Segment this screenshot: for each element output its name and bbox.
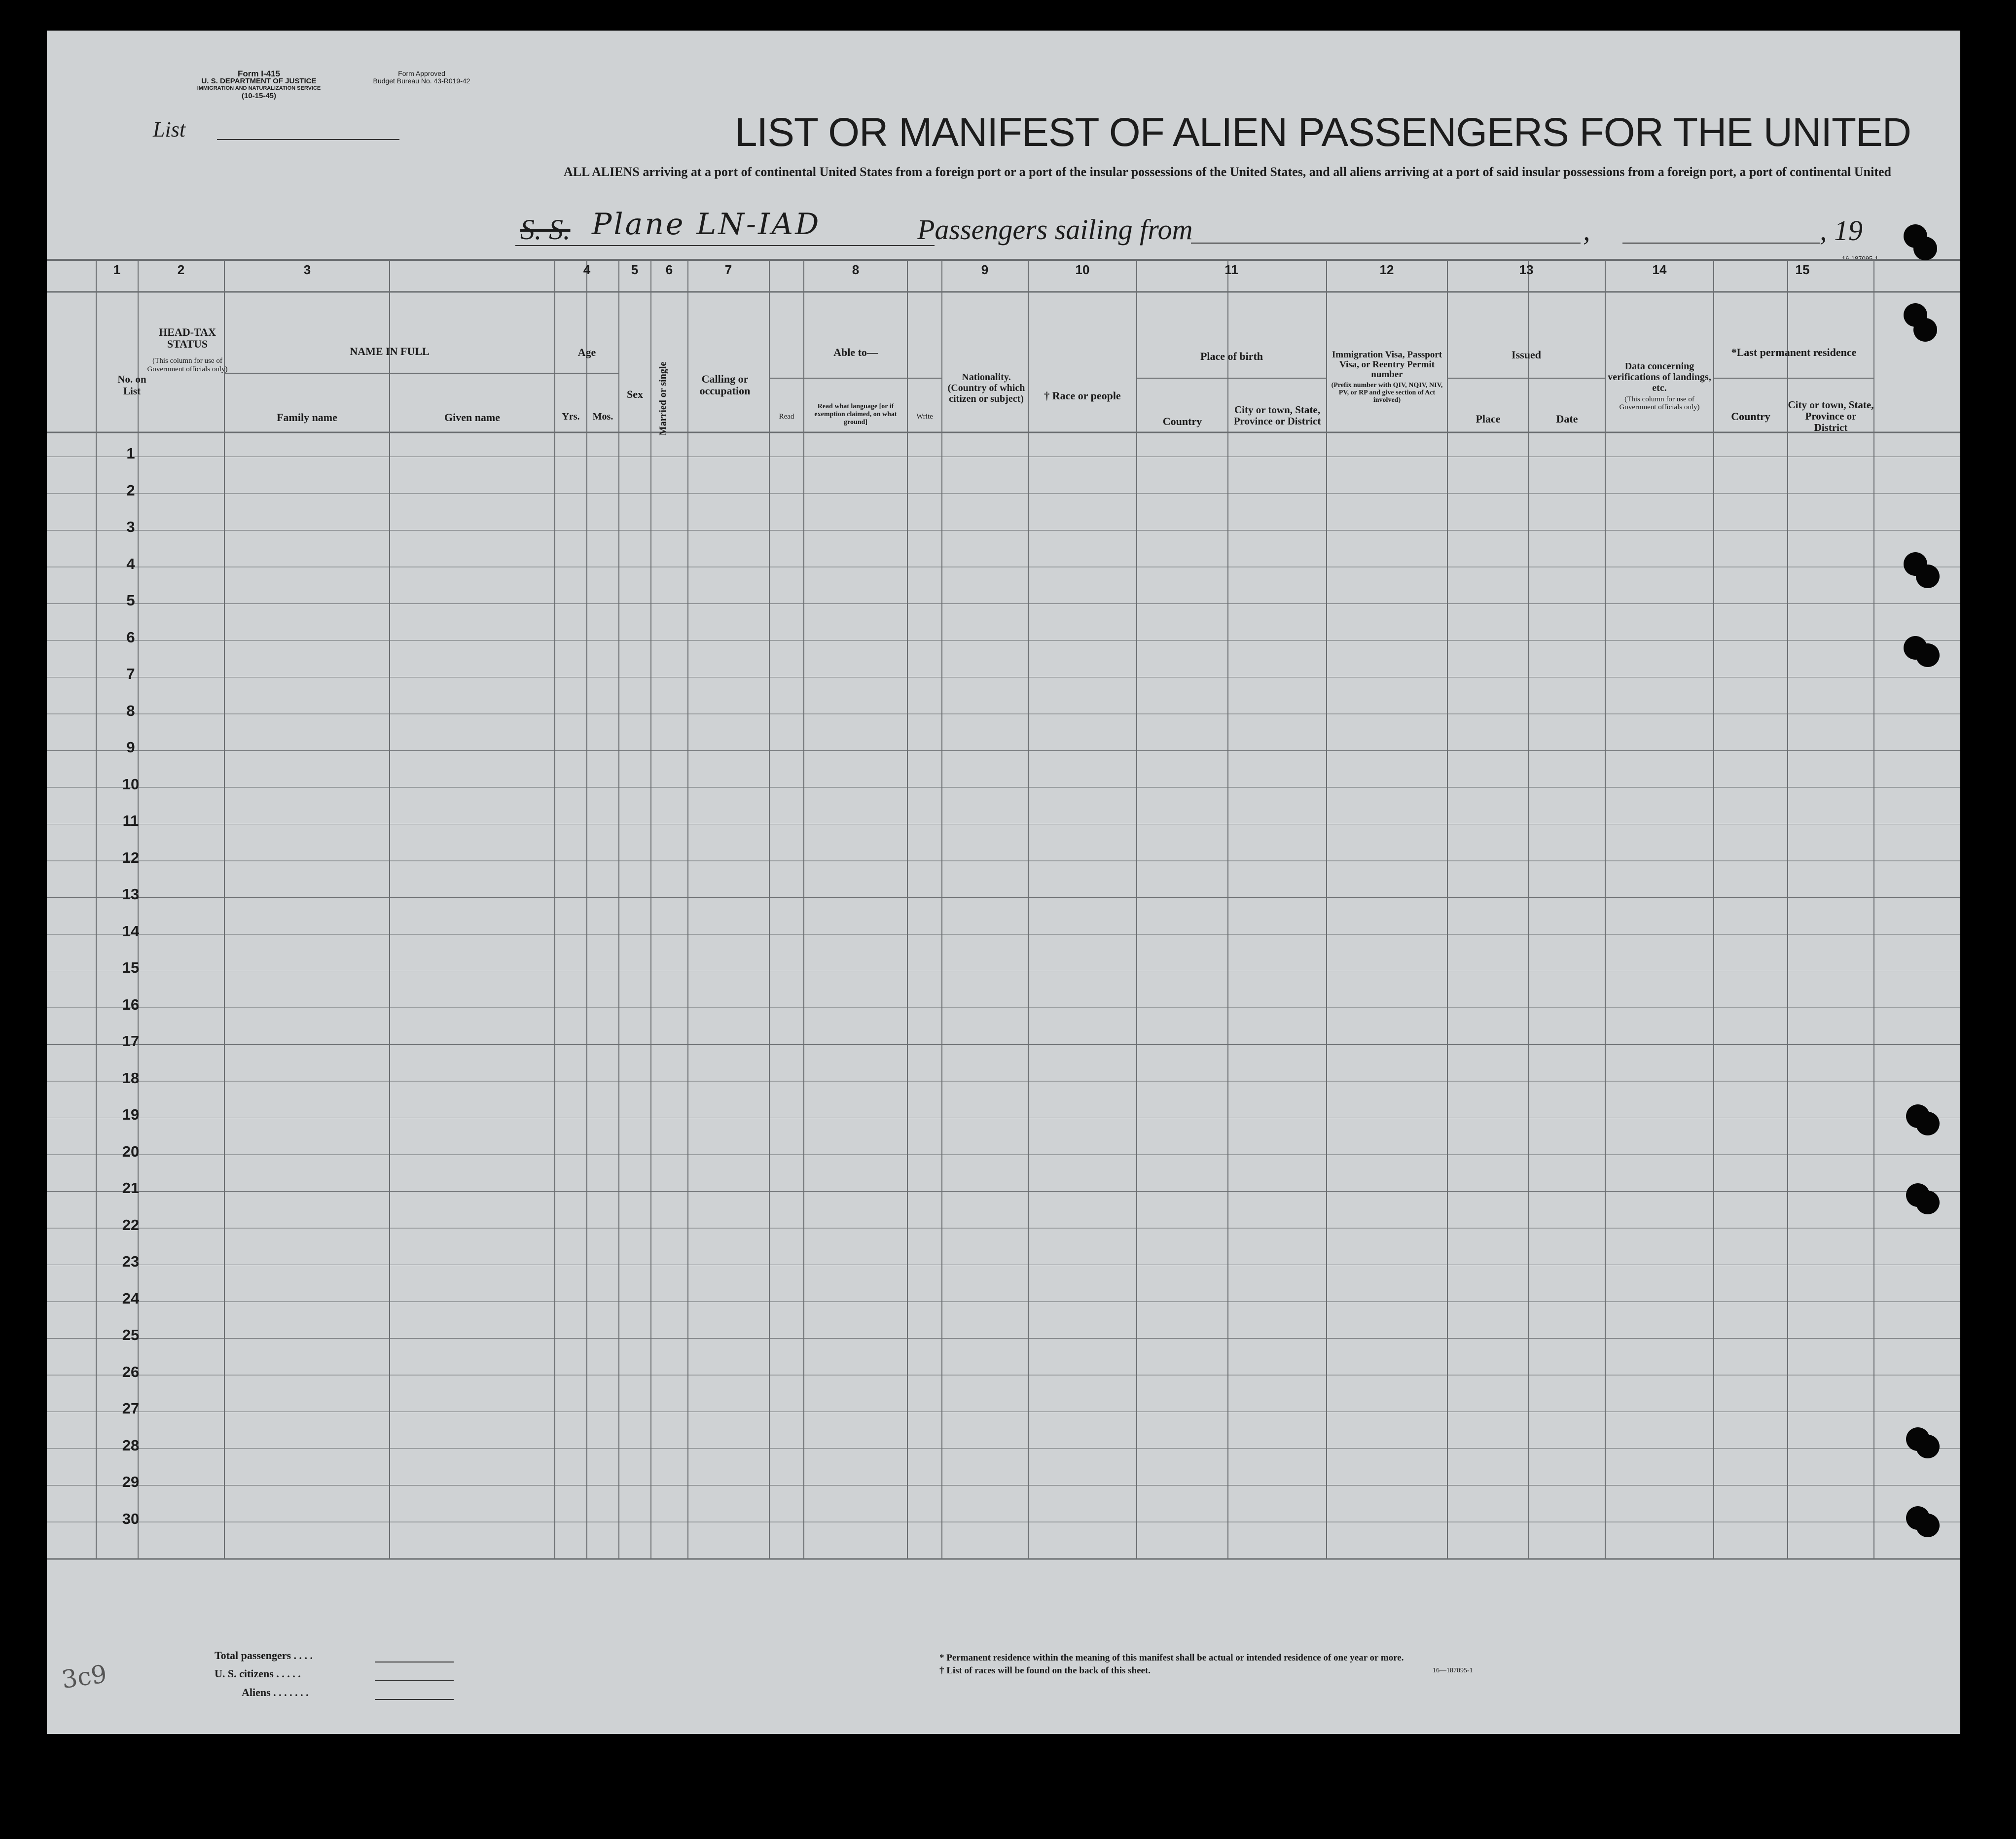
column-number: 7 xyxy=(724,262,732,277)
row-number: 8 xyxy=(126,702,135,719)
column-number: 10 xyxy=(1075,262,1090,277)
row-number: 9 xyxy=(126,739,135,756)
row-number: 24 xyxy=(122,1289,140,1307)
row-number: 2 xyxy=(126,481,135,499)
margin-handwritten-note: 3c9 xyxy=(60,1659,109,1695)
visa-title: Immigration Visa, Passport Visa, or Reentry Permit number xyxy=(1332,350,1442,380)
row-number: 23 xyxy=(122,1253,140,1270)
header-birth-city: City or town, State, Province or District xyxy=(1233,404,1321,427)
footnote-code: 16—187095-1 xyxy=(1433,1667,1473,1674)
us-citizens-field[interactable] xyxy=(375,1680,454,1681)
column-number: 13 xyxy=(1519,262,1534,277)
print-code: 16-187095-1 xyxy=(1842,255,1878,262)
binder-hole xyxy=(1916,1112,1940,1135)
header-age-years: Yrs. xyxy=(562,411,580,422)
header-last-residence: *Last permanent residence xyxy=(1731,346,1857,358)
head-tax-title: HEAD-TAX STATUS xyxy=(159,326,216,350)
binder-hole xyxy=(1916,565,1940,588)
column-number: 4 xyxy=(583,262,591,277)
column-number: 1 xyxy=(113,262,121,277)
header-able-to: Able to— xyxy=(833,346,878,358)
column-number: 8 xyxy=(852,262,860,277)
binder-hole xyxy=(1913,318,1937,342)
header-read-language: Read what language [or if exemption claimed, on what ground] xyxy=(814,403,897,426)
budget-number: Budget Bureau No. 43-R019-42 xyxy=(373,77,470,85)
header-birth-country: Country xyxy=(1162,415,1202,427)
sailing-from-label: Passengers sailing from xyxy=(917,213,1193,246)
service-name: IMMIGRATION AND NATURALIZATION SERVICE xyxy=(197,85,321,91)
header-calling-occupation: Calling or occupation xyxy=(699,373,751,397)
row-number: 5 xyxy=(126,592,135,609)
visa-note: (Prefix number with QIV, NQIV, NIV, PV, or RP and give section of Act involved) xyxy=(1331,382,1443,404)
header-verifications xyxy=(1605,361,1714,411)
row-number: 27 xyxy=(122,1400,140,1417)
row-number: 29 xyxy=(122,1473,140,1490)
department-name: U. S. DEPARTMENT OF JUSTICE xyxy=(201,77,317,85)
row-number: 19 xyxy=(122,1106,140,1123)
row-number: 22 xyxy=(122,1216,140,1234)
row-number: 6 xyxy=(126,628,135,646)
header-head-tax-status xyxy=(141,326,234,374)
row-number: 7 xyxy=(126,665,135,682)
row-number: 1 xyxy=(126,445,135,462)
header-issued: Issued xyxy=(1512,349,1541,361)
footnote-list-of-races: † List of races will be found on the back of this sheet. xyxy=(939,1665,1151,1676)
us-citizens-label: U. S. citizens . . . . . xyxy=(215,1667,301,1680)
column-number: 9 xyxy=(981,262,989,277)
verifications-note: (This column for use of Government officials only) xyxy=(1619,395,1700,411)
header-given-name: Given name xyxy=(444,411,501,424)
total-passengers-label: Total passengers . . . . xyxy=(215,1649,313,1662)
verifications-title: Data concerning verifications of landings, etc. xyxy=(1608,361,1711,393)
binder-hole xyxy=(1916,1435,1940,1458)
column-number: 3 xyxy=(303,262,311,277)
header-age: Age xyxy=(577,346,596,358)
header-visa-number xyxy=(1327,350,1447,404)
aliens-label: Aliens . . . . . . . xyxy=(242,1686,309,1698)
binder-hole xyxy=(1916,1191,1940,1214)
row-number: 3 xyxy=(126,518,135,535)
header-age-months: Mos. xyxy=(592,411,613,422)
header-married-or-single: Married or single xyxy=(657,361,669,436)
header-issued-date: Date xyxy=(1556,413,1578,425)
row-number: 13 xyxy=(122,885,140,903)
row-number: 11 xyxy=(122,812,139,829)
manifest-table-grid xyxy=(47,31,1960,1734)
binder-hole xyxy=(1913,237,1937,260)
header-write: Write xyxy=(916,413,933,421)
form-date-code: (10-15-45) xyxy=(241,92,277,100)
year-label: , 19 xyxy=(1820,214,1863,247)
row-number: 15 xyxy=(122,959,140,976)
row-number: 10 xyxy=(122,775,140,793)
header-nationality: Nationality. (Country of which citizen or subject) xyxy=(947,372,1025,404)
binder-hole xyxy=(1916,1514,1940,1537)
row-number: 21 xyxy=(122,1179,140,1197)
row-number: 25 xyxy=(122,1326,140,1344)
header-residence-country: Country xyxy=(1731,410,1770,423)
header-name-in-full: NAME IN FULL xyxy=(350,345,430,357)
page-title: LIST OR MANIFEST OF ALIEN PASSENGERS FOR THE UNITED xyxy=(734,110,1911,155)
row-number: 18 xyxy=(122,1069,140,1087)
vessel-name-handwritten: Plane LN-IAD xyxy=(592,207,821,242)
row-number: 20 xyxy=(122,1142,140,1160)
approved-label: Form Approved xyxy=(398,70,445,77)
column-number: 12 xyxy=(1379,262,1394,277)
row-number: 4 xyxy=(126,555,135,572)
header-read: Read xyxy=(779,413,794,421)
form-number: Form I-415 xyxy=(238,69,280,78)
header-issued-place: Place xyxy=(1476,413,1501,425)
header-sex: Sex xyxy=(627,388,643,400)
list-label: List xyxy=(153,117,186,141)
row-number: 26 xyxy=(122,1363,140,1380)
manifest-sheet xyxy=(47,31,1960,1734)
binder-hole xyxy=(1916,643,1940,667)
header-family-name: Family name xyxy=(277,411,337,424)
ss-label: S. S. xyxy=(520,213,571,246)
header-place-of-birth: Place of birth xyxy=(1200,350,1263,362)
header-no-on-list: No. on List xyxy=(117,373,146,397)
column-number: 11 xyxy=(1224,262,1238,277)
row-number: 14 xyxy=(122,922,140,940)
column-number: 15 xyxy=(1795,262,1810,277)
aliens-field[interactable] xyxy=(375,1699,454,1700)
row-number: 16 xyxy=(122,995,140,1013)
footnote-permanent-residence: * Permanent residence within the meaning of this manifest shall be actual or intended residence of one year or more. xyxy=(939,1653,1404,1663)
row-number: 28 xyxy=(122,1436,140,1454)
page-subtitle: ALL ALIENS arriving at a port of continental United States from a foreign port or a port of the insular possessions of the United States, and all aliens arriving at a port of said insular possessions from a foreign port, a port of continental United xyxy=(563,165,1891,179)
header-race-or-people: † Race or people xyxy=(1044,389,1121,402)
column-number: 14 xyxy=(1652,262,1667,277)
header-residence-city: City or town, State, Province or District xyxy=(1788,399,1874,433)
column-number: 5 xyxy=(631,262,639,277)
row-number: 30 xyxy=(122,1510,140,1527)
row-number: 12 xyxy=(122,849,140,866)
comma-separator: , xyxy=(1583,214,1590,247)
column-number: 6 xyxy=(665,262,673,277)
column-number: 2 xyxy=(177,262,185,277)
row-number: 17 xyxy=(122,1032,140,1050)
head-tax-note: (This column for use of Government officials only) xyxy=(147,357,228,373)
